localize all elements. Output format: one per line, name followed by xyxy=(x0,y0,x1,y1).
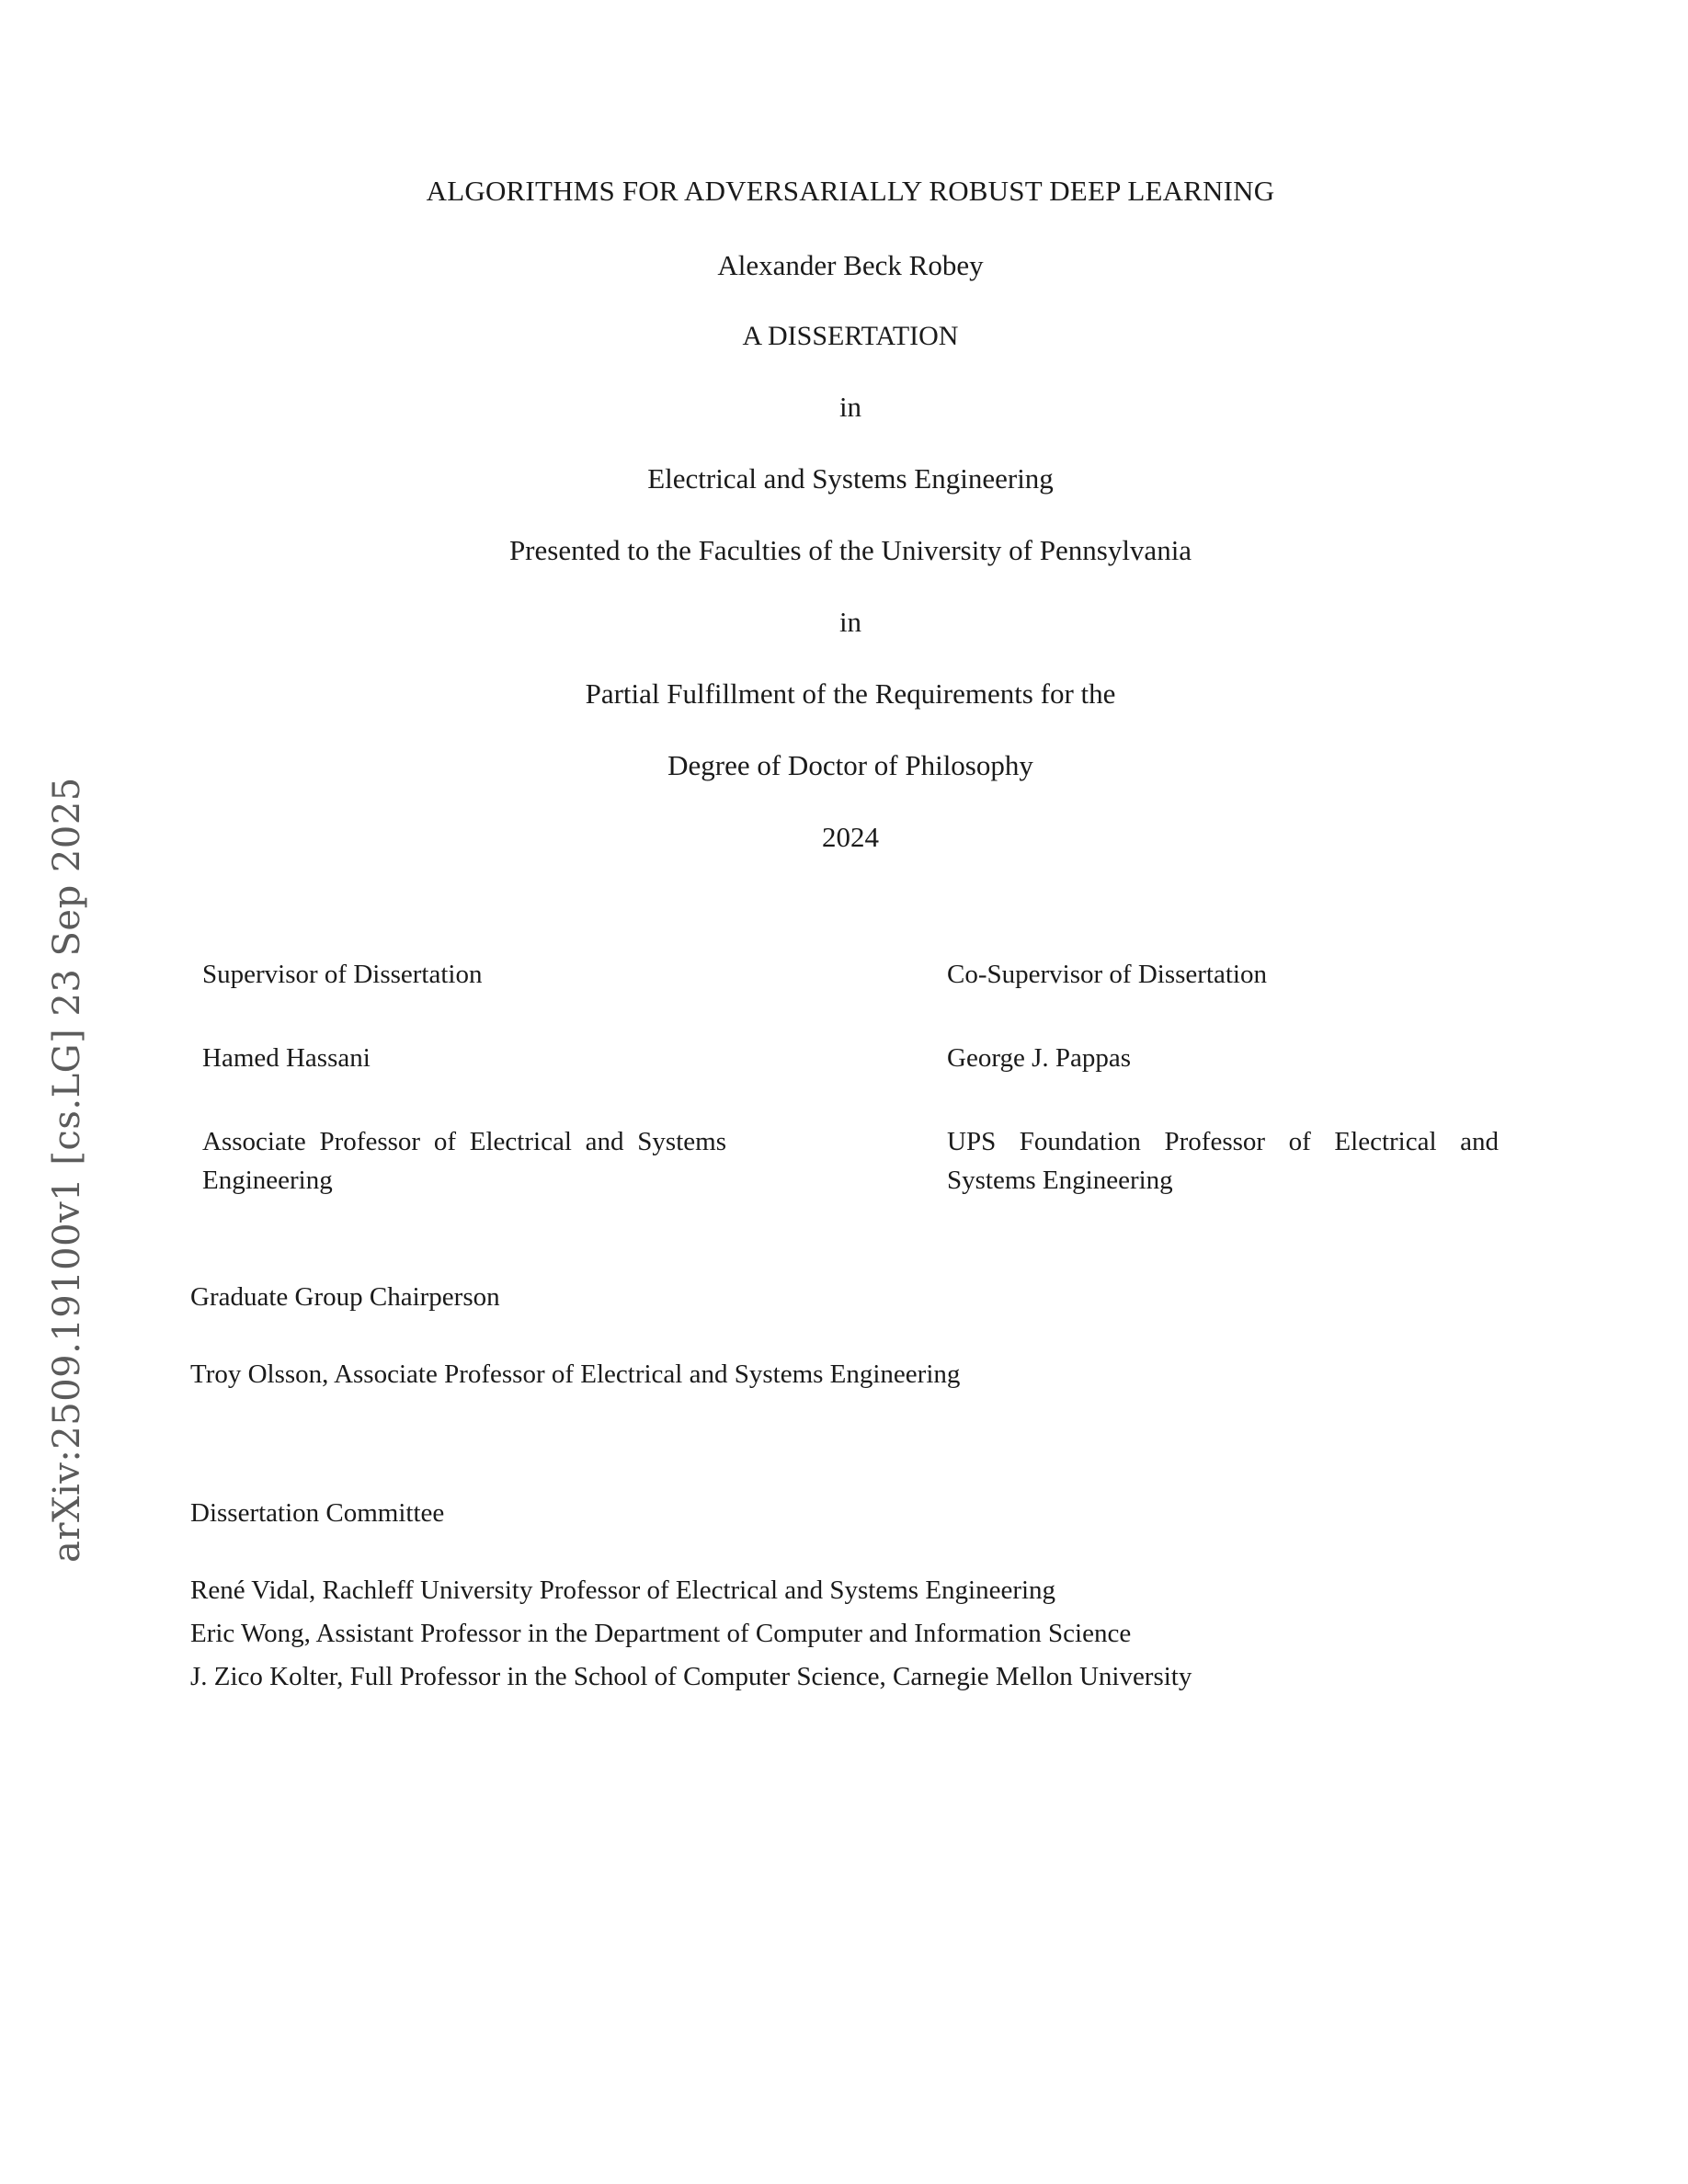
committee-member-list xyxy=(190,1571,1542,1696)
presented-to-line: Presented to the Faculties of the University of Pennsylvania xyxy=(508,534,1192,566)
supervisor-name: Hamed Hassani xyxy=(202,1043,371,1074)
fulfillment-line: Partial Fulfillment of the Requirements for the xyxy=(585,677,1116,710)
supervisor-role-label: Supervisor of Dissertation xyxy=(202,960,483,989)
preposition-in-1: in xyxy=(838,391,862,423)
department-name: Electrical and Systems Engineering xyxy=(647,462,1054,495)
year: 2024 xyxy=(822,821,879,853)
cosupervisor-role-label: Co-Supervisor of Dissertation xyxy=(947,960,1267,989)
document-type: A DISSERTATION xyxy=(742,321,959,351)
cosupervisor-name: George J. Pappas xyxy=(947,1043,1132,1074)
arxiv-identifier-text: arXiv:2509.19100v1 [cs.LG] 23 Sep 2025 xyxy=(46,777,88,1563)
cosupervisor-block xyxy=(947,956,1499,1200)
title-block xyxy=(193,175,1508,854)
author-name: Alexander Beck Robey xyxy=(717,249,984,281)
degree-line: Degree of Doctor of Philosophy xyxy=(667,749,1033,781)
committee-member: Eric Wong, Assistant Professor in the Department of Computer and Information Science xyxy=(190,1619,1132,1649)
graduate-chair-block xyxy=(190,1278,1505,1393)
dissertation-committee-block xyxy=(190,1494,1542,1701)
committee-member: J. Zico Kolter, Full Professor in the School of Computer Science, Carnegie Mellon University xyxy=(190,1662,1192,1692)
supervisor-title: Associate Professor of Electrical and Systems Engineering xyxy=(202,1127,726,1195)
page-title: ALGORITHMS FOR ADVERSARIALLY ROBUST DEEP LEARNING xyxy=(426,175,1275,207)
committee-member: René Vidal, Rachleff University Professor of Electrical and Systems Engineering xyxy=(190,1575,1056,1606)
preposition-in-2: in xyxy=(838,606,862,638)
cosupervisor-title: UPS Foundation Professor of Electrical and Systems Engineering xyxy=(947,1127,1499,1195)
committee-role-label: Dissertation Committee xyxy=(190,1498,445,1528)
supervisor-block xyxy=(202,956,726,1200)
graduate-chair-role-label: Graduate Group Chairperson xyxy=(190,1282,500,1312)
graduate-chair-name: Troy Olsson, Associate Professor of Electrical and Systems Engineering xyxy=(190,1359,961,1390)
